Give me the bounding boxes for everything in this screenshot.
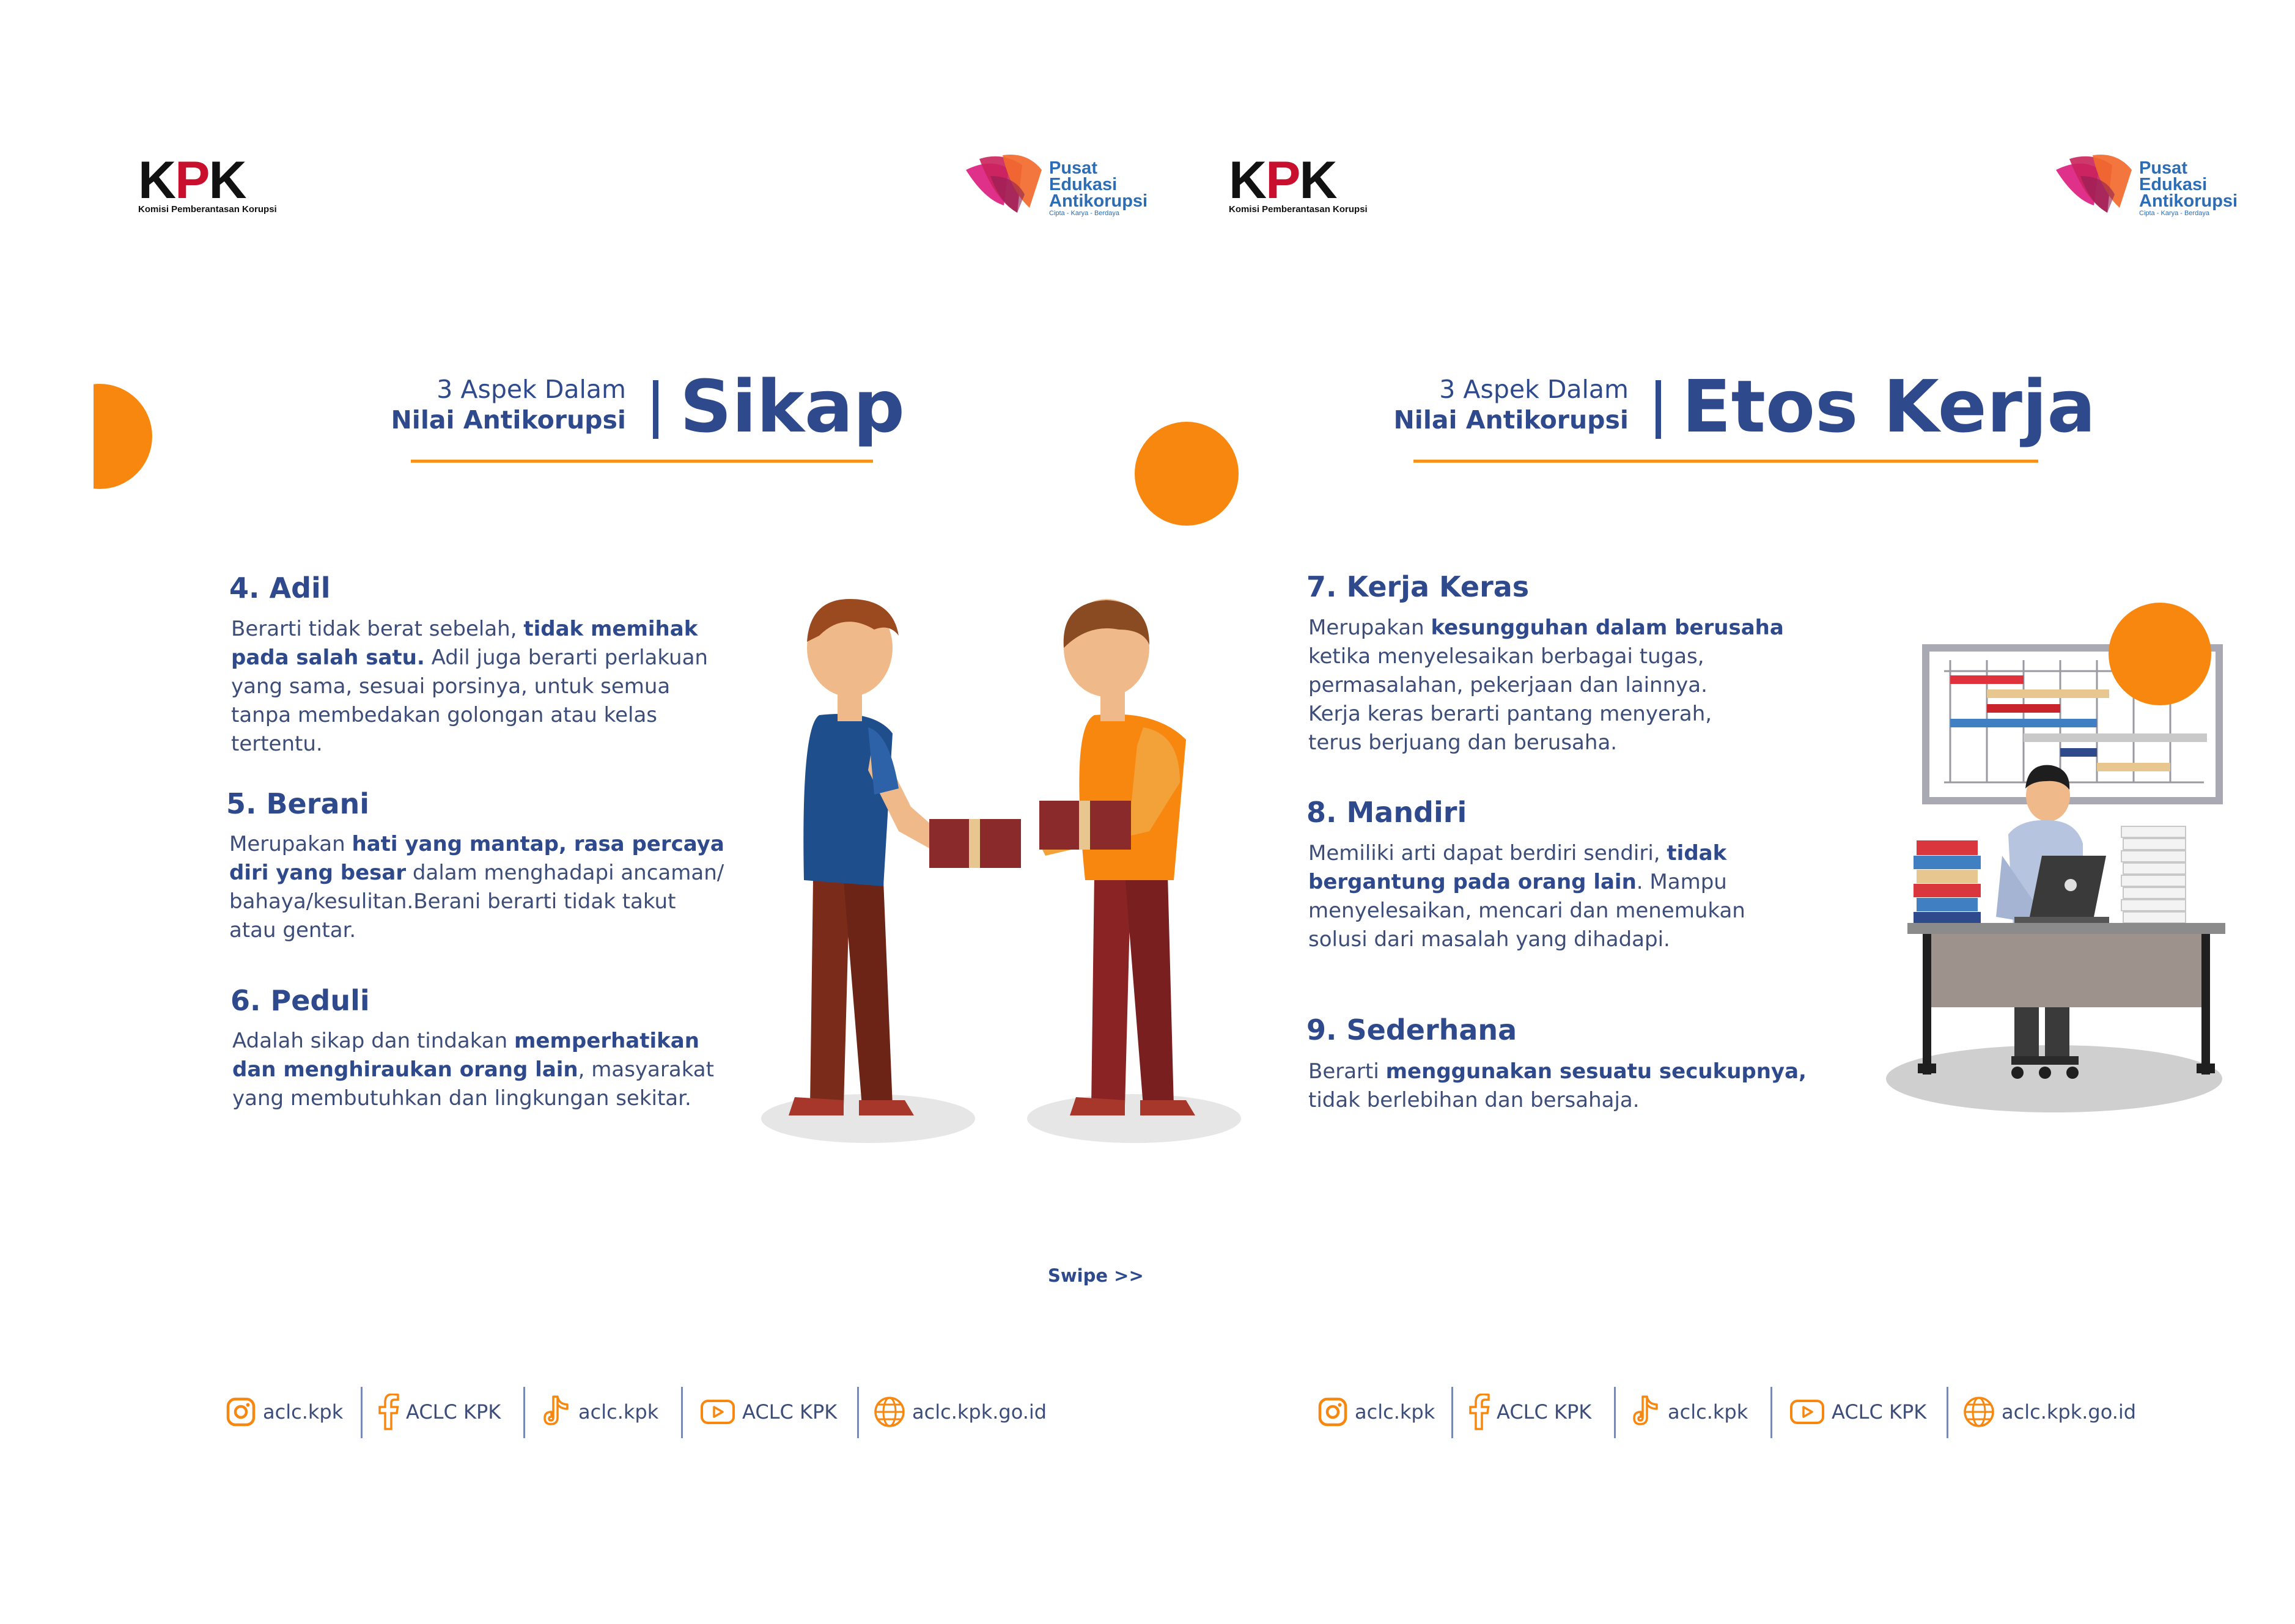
pusat-edukasi-logo [2056, 149, 2238, 218]
footer-instagram-label: aclc.kpk [263, 1400, 344, 1424]
body-line [231, 672, 739, 701]
emphasis-text: dan menghiraukan orang lain [232, 1057, 578, 1082]
body-text: permasalahan, pekerjaan dan lainnya. [1308, 673, 1707, 697]
pusat-edukasi-logo [966, 149, 1148, 218]
section-heading-kerja-keras: 7. Kerja Keras [1306, 570, 1530, 603]
social-footer [225, 1384, 1069, 1439]
section-body-sederhana [1308, 1057, 1834, 1115]
body-line [1308, 925, 1834, 954]
footer-tiktok-label: aclc.kpk [1668, 1400, 1748, 1424]
footer-separator [857, 1387, 859, 1438]
body-text: Memiliki arti dapat berdiri sendiri, [1308, 841, 1667, 865]
body-text: yang sama, sesuai porsinya, untuk semua [231, 674, 671, 699]
body-text: Adalah sikap dan tindakan [232, 1029, 514, 1053]
pea-line-2: Edukasi [1049, 175, 1118, 194]
footer-website[interactable] [1962, 1384, 2136, 1439]
footer-website[interactable] [873, 1384, 1047, 1439]
footer-instagram[interactable] [225, 1384, 343, 1439]
emphasis-text: menggunakan sesuatu secukupnya, [1385, 1059, 1807, 1084]
body-text: Adil juga berarti perlakuan [424, 645, 708, 670]
title-underline [411, 460, 873, 463]
body-line [1308, 868, 1834, 897]
emphasis-text: memperhatikan [514, 1029, 699, 1053]
body-line [231, 615, 739, 644]
pea-line-3: Antikorupsi [2139, 191, 2238, 211]
body-line [231, 730, 739, 759]
body-text: tertentu. [231, 732, 323, 756]
globe-icon [1962, 1395, 1995, 1428]
footer-separator [681, 1387, 683, 1438]
title-underline [1413, 460, 2038, 463]
title-subtitle [1388, 374, 1629, 435]
instagram-icon [1317, 1396, 1349, 1428]
pea-line-2: Edukasi [2139, 175, 2208, 194]
page-title: Sikap [680, 364, 905, 449]
tiktok-icon [1631, 1395, 1662, 1429]
kpk-logo-subtitle: Komisi Pemberantasan Korupsi [138, 204, 277, 215]
footer-facebook[interactable] [377, 1384, 501, 1439]
footer-website-label: aclc.kpk.go.id [912, 1400, 1047, 1424]
title-line-1: 3 Aspek Dalam [1439, 375, 1629, 404]
body-line [232, 1027, 746, 1056]
facebook-icon [1467, 1394, 1490, 1430]
body-text: tidak berlebihan dan bersahaja. [1308, 1088, 1640, 1112]
footer-facebook-label: ACLC KPK [1497, 1400, 1592, 1424]
footer-facebook[interactable] [1467, 1384, 1591, 1439]
body-text: atau gentar. [229, 918, 356, 942]
section-body-mandiri [1308, 839, 1834, 954]
body-text: Merupakan [229, 832, 352, 856]
kpk-logo-word: KPK [1229, 151, 1336, 210]
body-line [229, 916, 743, 945]
pusat-edukasi-logo-icon [966, 152, 1045, 215]
footer-tiktok[interactable] [1631, 1384, 1748, 1439]
body-line [232, 1084, 746, 1113]
body-line [1308, 700, 1834, 729]
section-body-adil [231, 615, 739, 759]
footer-instagram[interactable] [1317, 1384, 1435, 1439]
social-footer [1317, 1384, 2161, 1439]
pusat-edukasi-logo-text [1049, 160, 1148, 210]
title-subtitle [385, 374, 626, 435]
body-text: ketika menyelesaikan berbagai tugas, [1308, 644, 1704, 669]
body-line [1308, 642, 1834, 671]
title-line-2: Nilai Antikorupsi [391, 405, 626, 435]
body-text: yang membutuhkan dan lingkungan sekitar. [232, 1086, 691, 1111]
swipe-hint[interactable]: Swipe >> [1048, 1265, 1144, 1286]
body-text: Merupakan [1308, 615, 1431, 640]
globe-icon [873, 1395, 906, 1428]
emphasis-text: bergantung pada orang lain [1308, 870, 1637, 894]
body-text: , masyarakat [578, 1057, 714, 1082]
body-text: menyelesaikan, mencari dan menemukan [1308, 898, 1745, 923]
footer-separator [361, 1387, 363, 1438]
body-line [1308, 729, 1834, 757]
body-text: terus berjuang dan berusaha. [1308, 730, 1618, 755]
body-text: bahaya/kesulitan.Berani berarti tidak takut [229, 889, 676, 914]
body-line [1308, 839, 1834, 868]
pea-line-1: Pusat [1049, 158, 1097, 178]
pusat-edukasi-logo-icon [2056, 152, 2135, 215]
footer-youtube[interactable] [699, 1384, 837, 1439]
section-body-kerja-keras [1308, 614, 1834, 757]
title-divider [1656, 380, 1661, 439]
section-body-berani [229, 830, 743, 945]
panel-etos-kerja [1148, 0, 2295, 1624]
section-body-peduli [232, 1027, 746, 1113]
emphasis-text: pada salah satu. [231, 645, 425, 670]
footer-separator [1451, 1387, 1453, 1438]
emphasis-text: diri yang besar [229, 861, 407, 885]
footer-youtube[interactable] [1789, 1384, 1926, 1439]
footer-youtube-label: ACLC KPK [742, 1400, 838, 1424]
body-text: solusi dari masalah yang dihadapi. [1308, 927, 1670, 952]
body-line [229, 887, 743, 916]
kpk-logo-subtitle: Komisi Pemberantasan Korupsi [1229, 204, 1368, 215]
pea-line-1: Pusat [2139, 158, 2187, 178]
body-line [1308, 1057, 1834, 1086]
body-line [231, 644, 739, 672]
footer-website-label: aclc.kpk.go.id [2002, 1400, 2137, 1424]
kpk-logo-word: KPK [138, 151, 246, 210]
footer-tiktok[interactable] [542, 1384, 658, 1439]
page-title: Etos Kerja [1682, 364, 2096, 449]
body-text: dalam menghadapi ancaman/ [406, 861, 724, 885]
footer-separator [1614, 1387, 1616, 1438]
body-line [1308, 1086, 1834, 1115]
youtube-icon [699, 1398, 736, 1426]
section-heading-sederhana: 9. Sederhana [1306, 1013, 1517, 1046]
kpk-logo [138, 151, 277, 215]
emphasis-text: tidak [1667, 841, 1727, 865]
footer-instagram-label: aclc.kpk [1355, 1400, 1435, 1424]
section-heading-mandiri: 8. Mandiri [1306, 796, 1467, 829]
pusat-edukasi-logo-text [2139, 160, 2238, 210]
body-text: . Mampu [1636, 870, 1727, 894]
emphasis-text: hati yang mantap, rasa percaya [352, 832, 724, 856]
footer-separator [1770, 1387, 1772, 1438]
body-line [231, 701, 739, 730]
emphasis-text: kesungguhan dalam berusaha [1431, 615, 1784, 640]
tiktok-icon [542, 1395, 572, 1429]
kpk-logo [1229, 151, 1368, 215]
body-text: Berarti tidak berat sebelah, [231, 617, 524, 641]
section-heading-berani: 5. Berani [226, 787, 369, 820]
emphasis-text: tidak memihak [523, 617, 698, 641]
section-heading-peduli: 6. Peduli [230, 984, 370, 1017]
body-text: Berarti [1308, 1059, 1386, 1084]
pea-line-3: Antikorupsi [1049, 191, 1148, 211]
footer-separator [523, 1387, 525, 1438]
instagram-icon [225, 1396, 257, 1428]
body-line [232, 1056, 746, 1084]
footer-youtube-label: ACLC KPK [1832, 1400, 1927, 1424]
youtube-icon [1789, 1398, 1825, 1426]
footer-separator [1947, 1387, 1948, 1438]
pea-tagline: Cipta - Karya - Berdaya [1049, 210, 1119, 217]
facebook-icon [377, 1394, 400, 1430]
orange-half-circle [94, 384, 152, 489]
footer-tiktok-label: aclc.kpk [578, 1400, 659, 1424]
body-line [229, 859, 743, 887]
man-working-at-desk-illustration [1831, 599, 2259, 1125]
section-heading-adil: 4. Adil [229, 571, 331, 604]
body-line [1308, 671, 1834, 700]
title-line-2: Nilai Antikorupsi [1393, 405, 1629, 435]
body-line [1308, 897, 1834, 925]
title-line-1: 3 Aspek Dalam [437, 375, 626, 404]
title-divider [653, 380, 658, 439]
body-line [229, 830, 743, 859]
body-text: Kerja keras berarti pantang menyerah, [1308, 702, 1712, 726]
body-text: tanpa membedakan golongan atau kelas [231, 703, 657, 727]
body-line [1308, 614, 1834, 642]
footer-facebook-label: ACLC KPK [406, 1400, 501, 1424]
pea-tagline: Cipta - Karya - Berdaya [2139, 210, 2209, 217]
